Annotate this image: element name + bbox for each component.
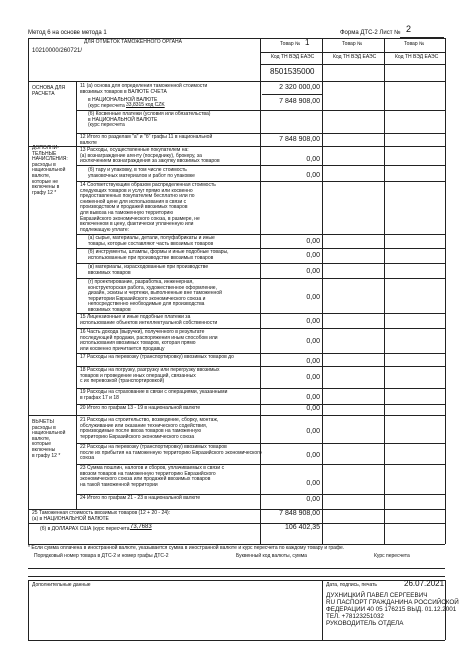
row-12-value: 7 848 908,00 xyxy=(279,136,320,143)
customs-marks-title: ДЛЯ ОТМЕТОК ТАМОЖЕННОГО ОРГАНА xyxy=(84,39,182,45)
row-14c-value: 0,00 xyxy=(306,268,320,275)
extra-data-label: Дополнительные данные xyxy=(32,582,91,588)
row-21-value: 0,00 xyxy=(306,428,320,435)
sign-date: 26.07.2021 xyxy=(404,579,445,588)
footnote-col-2: Буквенный код валюты, сумма xyxy=(236,553,307,559)
goods1-label: Товар № xyxy=(280,41,301,47)
row-24-value: 0,00 xyxy=(306,496,320,503)
row-13a-value: 0,00 xyxy=(306,156,320,163)
row-16-label: 16 Часть дохода (выручки), полученного в результате последующей продажи, распоряжения иным способом или использования ввозимых товаров, которая прямо или косвенно причитается продавцу xyxy=(80,329,218,352)
row-25b-label: (б) в ДОЛЛАРАХ США (курс пересчета xyxy=(40,526,130,532)
row-17-value: 0,00 xyxy=(306,358,320,365)
row-11-rate: 33,8315 код CZK xyxy=(126,102,165,108)
row-11-label: 11 (а) основа для определения таможенной стоимости ввозимых товаров в ВАЛЮТЕ СЧЕТА xyxy=(80,83,208,95)
row-13b-value: 0,00 xyxy=(306,172,320,179)
footnote-col-3: Курс пересчета xyxy=(374,553,410,559)
row-14a-value: 0,00 xyxy=(306,238,320,245)
goods2-label: Товар № xyxy=(342,41,363,47)
row-20-label: 20 Итого по графам 13 - 19 в национальной валюте xyxy=(80,405,201,411)
row-11b-label: (б) Косвенные платежи (условия или обязательства) в НАЦИОНАЛЬНОЙ ВАЛЮТЕ (курс пересчета xyxy=(88,111,211,129)
row-19-label: 19 Расходы на страхование в связи с операциями, указанными в графах 17 и 18 xyxy=(80,389,228,401)
tnved-code: 8501535000 xyxy=(270,67,315,76)
row-21-label: 21 Расходы на строительство, возведение, сборку, монтаж, обслуживание или оказание технического содействия, производимые после ввоза товаров на таможенную территорию Евразийского экономического союза xyxy=(80,417,219,440)
row-14d-value: 0,00 xyxy=(306,294,320,301)
tnved-label-1: Код ТН ВЭД ЕАЭС xyxy=(271,54,315,60)
row-19-value: 0,00 xyxy=(306,394,320,401)
row-14b-label: (б) инструменты, штампы, формы и иные подобные товары, использованные при производстве ввозимых товаров xyxy=(88,249,229,261)
additions-section-label: ДОПОЛНИ- ТЕЛЬНЫЕ НАЧИСЛЕНИЯ: расходы в национальной валюте, которые не включены в графу 12 * xyxy=(32,145,68,196)
row-13b-label: (б) тару и упаковку, в том числе стоимость упаковочных материалов и работ по упаковке xyxy=(88,167,195,179)
row-14-label: 14 Соответствующим образом распределенная стоимость следующих товаров и услуг прямо или косвенно предоставленных покупателем бесплатно или по сниженной цене для использования в связи с производством и продажей ввозимых товаров для вывоза на таможенную территорию Евразийского экономического союза, в размере, не включенном в цену, фактически уплаченную или подлежащую уплате: xyxy=(80,182,216,233)
basis-section-label: ОСНОВА ДЛЯ РАСЧЕТА xyxy=(32,85,66,97)
row-12-label: 12 Итого по разделам "а" и "б" графы 11 в национальной валюте xyxy=(80,134,213,146)
row-11-national-label: в НАЦИОНАЛЬНОЙ ВАЛЮТЕ (курс пересчета xyxy=(88,97,158,109)
sheet-number: 2 xyxy=(406,24,412,34)
row-18-label: 18 Расходы на погрузку, разгрузку или перегрузку ввозимых товаров и проведение иных операций, связанных с их перевозкой (транспортировкой) xyxy=(80,367,220,385)
signer-details: ДУХНИЦКИЙ ПАВЕЛ СЕРГЕЕВИЧ RU ПАСПОРТ ГРАЖДАНИНА РОССИЙСКОЙ ФЕДЕРАЦИИ 40 05 176215 ВЫД. 01.12.2001 ТЕЛ. +78123251032 РУКОВОДИТЕЛЬ ОТДЕЛА xyxy=(326,592,459,627)
goods1-number: 1 xyxy=(305,38,310,47)
row-15-label: 15 Лицензионные и иные подобные платежи за использование объектов интеллектуальной собственности xyxy=(80,314,218,326)
row-25-value: 7 848 908,00 xyxy=(279,510,320,517)
row-23-label: 23 Сумма пошлин, налогов и сборов, уплачиваемых в связи с ввозом товаров на таможенную территорию Евразийского экономического союза или продажей ввозимых товаров на такой таможенной территории xyxy=(80,465,225,488)
tnved-label-3: Код ТН ВЭД ЕАЭС xyxy=(395,54,439,60)
declaration-number: 10210000/260721/ xyxy=(32,48,83,54)
form-label: Форма ДТС-2 Лист № xyxy=(340,30,401,36)
row-14b-value: 0,00 xyxy=(306,252,320,259)
row-13a-label: 13 Расходы, осуществленные покупателем на: (а) вознаграждение агенту (посреднику), брокеру, за исключением вознаграждения за закупку ввозимых товаров xyxy=(80,147,220,165)
row-25b-value: 106 402,35 xyxy=(284,524,320,531)
row-23-value: 0,00 xyxy=(306,480,320,487)
row-25-label: 25 Таможенная стоимость ввозимых товаров (12 + 20 - 24): (а) в НАЦИОНАЛЬНОЙ ВАЛЮТЕ xyxy=(32,510,171,522)
row-11-value: 2 320 000,00 xyxy=(279,84,320,91)
method-label: Метод 6 на основе метода 1 xyxy=(28,30,107,36)
row-22-label: 22 Расходы на перевозку (транспортировку) ввозимых товаров после их прибытия на таможенную территорию Евразийского экономического союза xyxy=(80,444,262,462)
row-11-national-value: 7 848 908,00 xyxy=(279,98,320,105)
row-24-label: 24 Итого по графам 21 - 23 в национальной валюте xyxy=(80,495,201,501)
goods3-label: Товар № xyxy=(404,41,425,47)
footnote-col-1: Порядковый номер товара в ДТС-2 и номер графы ДТС-2 xyxy=(34,553,169,559)
row-15-value: 0,00 xyxy=(306,318,320,325)
tnved-label-2: Код ТН ВЭД ЕАЭС xyxy=(333,54,377,60)
deductions-section-label: ВЫЧЕТЫ расходы в национальной валюте, которые включены в графу 12 * xyxy=(32,419,66,459)
row-16-value: 0,00 xyxy=(306,338,320,345)
row-22-value: 0,00 xyxy=(306,452,320,459)
row-14c-label: (в) материалы, израсходованные при производстве ввозимых товаров xyxy=(88,264,209,276)
row-18-value: 0,00 xyxy=(306,374,320,381)
signature-label: Дата, подпись, печать xyxy=(326,582,378,588)
row-14d-label: (г) проектирование, разработка, инженерная, конструкторская работа, художественное оформление, дизайн, эскизы и чертежи, выполненные вне таможенной территории Евразийского экономического союза и непосредственно необходимые для производства ввозимых товаров xyxy=(88,279,222,313)
row-20-value: 0,00 xyxy=(306,405,320,412)
row-14a-label: (а) сырье, материалы, детали, полуфабрикаты и иные товары, которые составляют часть ввозимых товаров xyxy=(88,235,215,247)
row-17-label: 17 Расходы на перевозку (транспортировку) ввозимых товаров до xyxy=(80,354,234,360)
footnote-text: * Если сумма оплачена в иностранной валюте, указывается сумма в иностранной валюте и курс пересчета по каждому товару и графе. xyxy=(28,545,345,551)
row-25b-rate: 73,7683 xyxy=(130,524,152,530)
